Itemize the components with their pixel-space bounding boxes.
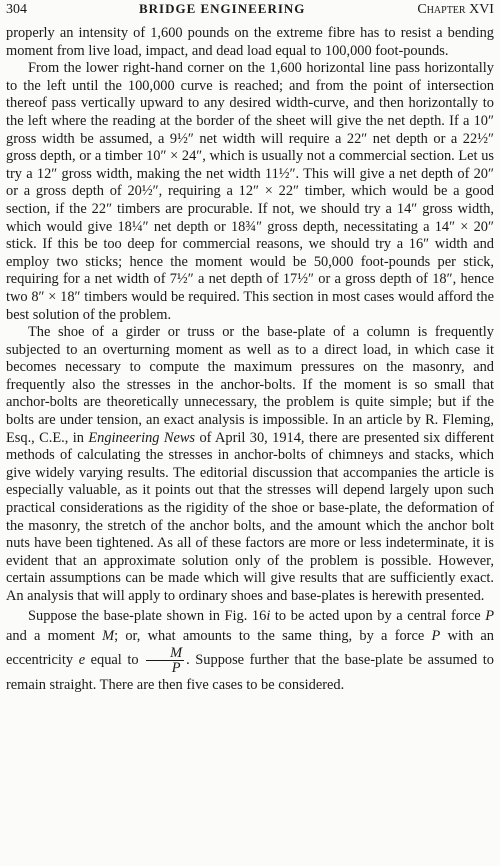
var-e: e: [78, 651, 86, 668]
running-title: BRIDGE ENGINEERING: [138, 1, 306, 16]
journal-title: Engineering News: [88, 429, 196, 446]
ecc-text-1: Suppose the base-plate shown in Fig. 16: [28, 607, 267, 624]
var-p-2: P: [431, 627, 441, 644]
running-head: [6, 0, 494, 19]
chapter-label: Chapter XVI: [417, 2, 494, 17]
ecc-text-2: to be acted upon by a central force: [270, 607, 486, 624]
paragraph-timber-sizing: From the lower right-hand corner on the 1,600 horizontal line pass horizontally to the left until the 100,000 curve is reached; and from the point of intersection thereof pass vertically upward to any desired width-curve, and then horizontally to the left where the reading at the border of the sheet will give the net depth. If a 10″ gross width be assumed, a 9½″ net width will require a 22″ net depth or a 22½″ gross depth, or a timber 10″ × 24″, which is usually not a commercial section. Let us try a 12″ gross width, making the net width 11½″. This will give a net depth of 20″ or a gross depth of 20½″, requiring a 12″ × 22″ timber, which would be a good section, if the 22″ timbers are procurable. If not, we should try a 14″ gross width, which would give 18¼″ net depth or 18¾″ gross depth, necessitating a 14″ × 20″ stick. If this be too deep for commercial reasons, we should try a 16″ width and employ two sticks; hence the moment would be 50,000 foot-pounds per stick, requiring for a net width of 7½″ a net depth of 17½″ or a gross depth of 18″, hence two 8″ × 18″ timbers would be required. This section in most cases would afford the best solution of the problem.: [6, 60, 494, 323]
ecc-text-6: equal to: [85, 651, 145, 668]
fraction-denominator: P: [171, 659, 181, 676]
ecc-text-3: and a moment: [6, 627, 103, 644]
body-text: [6, 25, 494, 695]
ecc-text-4: ; or, what amounts to the same thing, by a force: [114, 627, 432, 644]
fraction-m-over-p: [146, 646, 184, 675]
ecc-text-7: . Suppose further that the base-plate be assumed to remain straight. There are then five cases to be considered.: [6, 651, 494, 693]
base-plate-text-a: The shoe of a girder or truss or the base-plate of a column is frequently subjected to an overturning moment as well as to a direct load, in which case it becomes necessary to compute the maximum pressures on the masonry, and frequently also the stresses in the anchor-bolts. If the moment is so small that anchor-bolts are theoretically unnecessary, the problem is quite simple; but if the bolts are under tension, an exact analysis is impossible. In an article by R. Fleming, Esq., C.E., in: [6, 324, 494, 446]
page-number: 304: [6, 2, 27, 17]
ecc-text-5: with an eccentricity: [6, 627, 494, 668]
figure-letter: i: [266, 607, 271, 624]
var-p: P: [485, 607, 494, 624]
var-m: M: [102, 627, 115, 644]
paragraph-base-plate: [6, 324, 494, 606]
paragraph-eccentricity: [6, 606, 494, 695]
fraction-numerator: M: [146, 646, 184, 661]
base-plate-text-b: of April 30, 1914, there are presented six different methods of calculating the stresses in anchor-bolts of chimneys and stacks, which give widely varying results. The editorial discussion that accompanies the article is especially valuable, as it points out that the stresses will depend largely upon such practical considerations as the rigidity of the shoe or base-plate, the deformation of the masonry, the stretch of the anchor bolts, and the amount which the anchor bolt nuts have been tightened. As all of these factors are more or less indeterminate, it is evident that an approximate solution only of the problem is possible. However, certain assumptions can be made which will give results that are sufficiently exact. An analysis that will apply to ordinary shoes and base-plates is herewith presented.: [6, 429, 494, 604]
paragraph-continued: properly an intensity of 1,600 pounds on the extreme fibre has to resist a bending moment from live load, impact, and dead load equal to 100,000 foot-pounds.: [6, 25, 494, 59]
